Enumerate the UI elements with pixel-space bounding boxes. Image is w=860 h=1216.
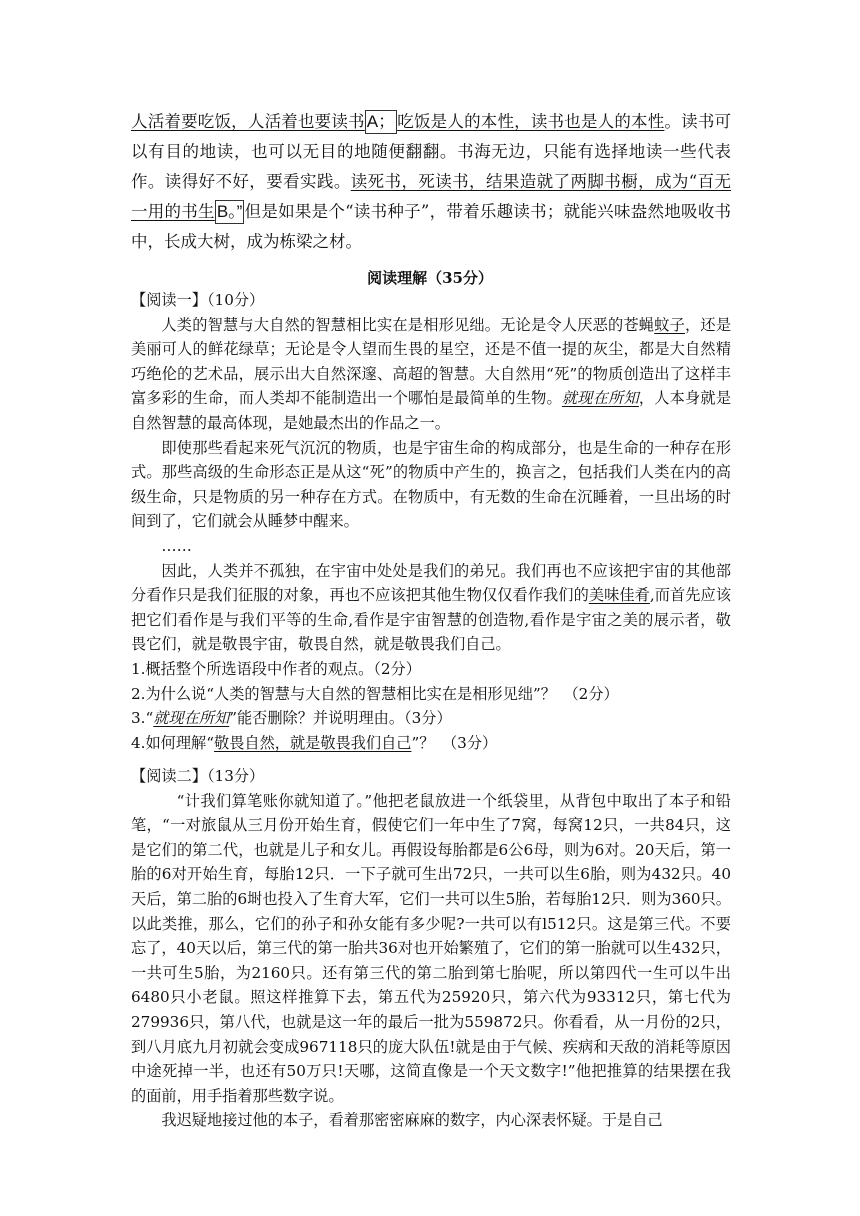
r1-p1-text-a: 人类的智慧与大自然的智慧相比实在是相形见绌。无论是令人厌恶的苍蝇	[161, 315, 655, 334]
q4-prefix: 4.如何理解“	[131, 733, 215, 752]
blank-a-punct: ；	[378, 112, 396, 131]
blank-b-label: B	[216, 202, 229, 221]
blank-box-b	[215, 200, 245, 224]
intro-sentence-4: 读死书，死读书，结果造就了两脚书橱，成为“百无一用的书生	[131, 172, 732, 221]
section-title: 阅读理解（35分）	[367, 269, 493, 287]
reading-one-paragraph-3	[131, 559, 731, 657]
intro-sentence-2: 吃饭是人的本性，读书也是人的本性	[397, 112, 665, 131]
r1-p3-text-a: 因此，人类并不孤独，在宇宙中处处是我们的弟兄。我们再也不应该把宇宙的其他部分看作只是我们征服的对象，再也不应该把其他生物仅仅看作我们的	[131, 561, 731, 605]
reading-two-paragraph-2: 我迟疑地接过他的本子，看着那密密麻麻的数字，内心深表怀疑。于是自己	[161, 1111, 663, 1130]
q3-underlined: 就现在所知	[153, 709, 230, 728]
question-4	[131, 731, 731, 756]
reading-one-paragraph-2: 即使那些看起来死气沉沉的物质，也是宇宙生命的构成部分，也是生命的一种存在形式。那些高级的生命形态正是从这“死”的物质中产生的，换言之，包括我们人类在内的高级生命，只是物质的另一种存在方式。在物质中，有无数的生命在沉睡着，一旦出场的时间到了，它们就会从睡梦中醒来。	[131, 438, 731, 531]
intro-sentence-5: 但是如果是个“读书种子”，带着乐趣读书；就能兴味盎然地吸收书中，长成大树，成为栋梁之材。	[131, 202, 732, 251]
r1-p3-underlined: 美味佳肴	[588, 586, 650, 605]
question-2: 2.为什么说“人类的智慧与大自然的智慧相比实在是相形见绌”？ （2分）	[131, 684, 619, 703]
q4-underlined: 敬畏自然，就是敬畏我们自己	[214, 733, 412, 752]
intro-sentence-1: 人活着要吃饭，人活着也要读书	[131, 112, 365, 131]
intro-passage	[131, 107, 731, 257]
reading-one-paragraph-1	[131, 313, 731, 436]
blank-b-punct: 。”	[228, 202, 243, 221]
question-1: 1.概括整个所选语段中作者的观点。（2分）	[131, 659, 421, 678]
r1-p1-emphasis: 就现在所知	[561, 389, 639, 408]
blank-a-label: A	[366, 112, 379, 131]
reading-two-paragraph-1: “计我们算笔账你就知道了。”他把老鼠放进一个纸袋里，从背包中取出了本子和铅笔，“一对旅鼠从三月份开始生育，假使它们一年中生了7窝，每窝12只，一共84只，这是它们的第二代，也就是儿子和女儿。再假设每胎都是6公6母，则为6对。20天后，第一胎的6对开始生育，每胎12只．一下子就可生出72只，一共可以生6胎，则为432只。40天后，第二胎的6埘也投入了生育大军，它们一共可以生5胎，若每胎12只．则为360只。以此类推，那么，它们的孙子和孙女能有多少呢?一共可以有l512只。这是第三代。不要忘了，40天以后，第三代的第一胎共36对也开始繁殖了，它们的第一胎就可以生432只，一共可生5胎，为2160只。还有第三代的第二胎到第七胎呢，所以第四代一生可以牛出6480只小老鼠。照这样推算下去，第五代为25920只，第六代为93312只，第七代为279936只，第八代，也就是这一年的最后一批为559872只。你看看，从一月份的2只，到八月底九月初就会变成967118只的庞大队伍!就是由于气候、疾病和天敌的消耗等原因中途死掉一半，也还有50万只!天哪，这简直像是一个天文数字!”他把推算的结果摆在我的面前，用手指着那些数字说。	[131, 791, 731, 1105]
reading-two-heading: 【阅读二】（13分）	[131, 767, 265, 785]
r1-p1-text-c: ，人本身就是自然智慧的最高体现，是她最杰出的作品之一。	[131, 389, 732, 432]
reading-one	[131, 288, 731, 755]
r1-p1-text-b: ，还是美丽可人的鲜花绿草；无论是令人望而生畏的星空，还是不值一提的灰尘，都是大自然精巧绝伦的艺术品，展示出大自然深邃、高超的智慧。大自然用“死”的物质创造出了这样丰富多彩的生命，而人类却不能制造出一个哪怕是最简单的生物。	[131, 315, 732, 408]
q4-suffix: ”？ （3分）	[411, 733, 498, 752]
question-3	[131, 706, 731, 731]
reading-one-heading: 【阅读一】（10分）	[131, 291, 265, 309]
reading-two	[131, 764, 731, 1133]
r1-p1-underlined: 蚊子	[654, 315, 686, 334]
ellipsis: ……	[161, 536, 192, 555]
intro-sentence-3: 。读书可以有目的地读，也可以无目的地随便翻翻。书海无边，只能有选择地读一些代表作。读得好不好，要看实践。	[131, 112, 732, 191]
r1-p3-text-b: ,而首先应该把它们看作是与我们平等的生命,看作是宇宙智慧的创造物,看作是宇宙之美的展示者，敬畏它们，就是敬畏宇宙，敬畏自然，就是敬畏我们自己。	[131, 586, 732, 654]
q3-prefix: 3.“	[131, 709, 154, 728]
blank-box-a	[365, 110, 397, 134]
q3-suffix: ”能否删除？并说明理由。（3分）	[229, 709, 452, 728]
